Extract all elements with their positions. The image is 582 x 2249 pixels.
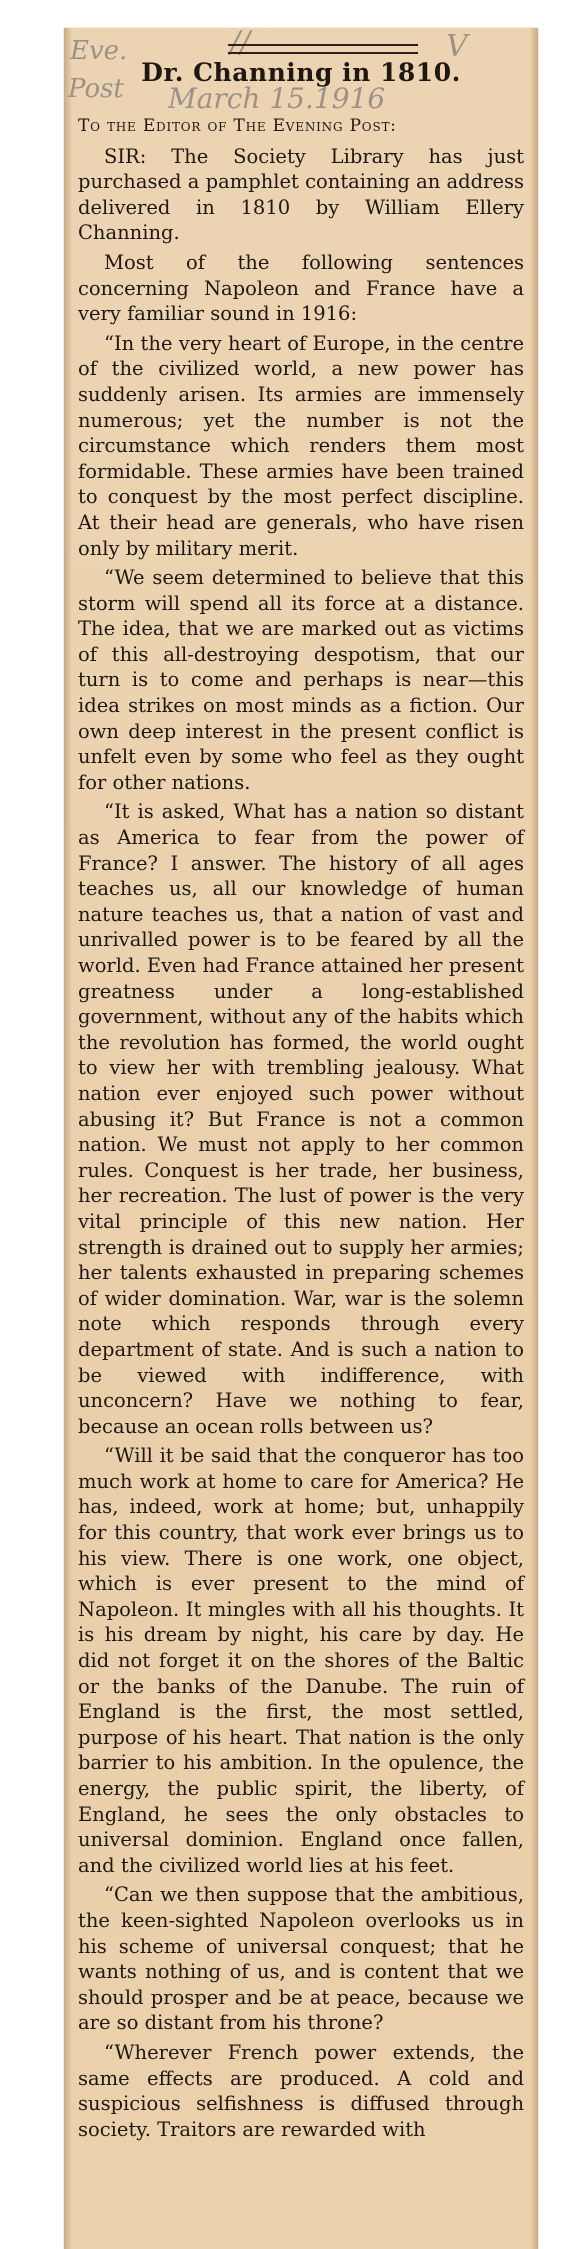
- handwritten-check-mark: V: [446, 29, 468, 64]
- handwritten-date-note: March 15.1916: [168, 82, 386, 115]
- article-dateline: To the Editor of The Evening Post:: [78, 116, 397, 136]
- paper-edge-right: [531, 28, 538, 2249]
- paper-edge-left: [64, 28, 71, 2249]
- handwritten-source-note-2: Post: [68, 74, 124, 104]
- article-paragraph: “In the very heart of Europe, in the centre of the civilized world, a new power has suddenly arisen. Its armies are immensely numerous; yet the number is not the circumstance which renders them most formidable. These armies have been trained to conquest by the most perfect discipline. At their head are generals, who have risen only by military merit.: [78, 331, 524, 560]
- article-paragraph: “It is asked, What has a nation so distant as America to fear from the power of France? I answer. The history of all ages teaches us, all our knowledge of human nature teaches us, that a nation of vast and unrivalled power is to be feared by all the world. Even had France attained her present greatness under a long-established government, without any of the habits which the revolution has formed, the world ought to view her with trembling jealousy. What nation ever enjoyed such power without abusing it? But France is not a common nation. We must not apply to her common rules. Conquest is her trade, her business, her recreation. The lust of power is the very vital principle of this new nation. Her strength is drained out to supply her armies; her talents exhausted in preparing schemes of wider domination. War, war is the solemn note which responds through every department of state. And is such a nation to be viewed with indifference, with unconcern? Have we nothing to fear, because an ocean rolls between us?: [78, 800, 524, 1438]
- article-title: Dr. Channing in 1810.: [141, 58, 461, 87]
- article-body: [78, 114, 524, 2146]
- handwritten-source-note: Eve.: [70, 36, 128, 66]
- article-paragraph: “Will it be said that the conqueror has too much work at home to care for America? He has, indeed, work at home; but, unhappily for this country, that work ever brings us to his view. There is one work, one object, which is ever present to the mind of Napoleon. It mingles with all his thoughts. It is his dream by night, his care by day. He did not forget it on the shores of the Baltic or the banks of the Danube. The ruin of England is the first, the most settled, purpose of his heart. That nation is the only barrier to his ambition. In the opulence, the energy, the public spirit, the liberty, of England, he sees the only obstacles to universal dominion. England once fallen, and the civilized world lies at his feet.: [78, 1444, 524, 1877]
- article-paragraph: Most of the following sentences concerning Napoleon and France have a very familiar sound in 1916:: [78, 250, 524, 326]
- article-paragraph: “Wherever French power extends, the same effects are produced. A cold and suspicious selfishness is diffused through society. Traitors are rewarded with: [78, 2040, 524, 2141]
- article-paragraph: “We seem determined to believe that this storm will spend all its force at a distance. The idea, that we are marked out as victims of this all-destroying despotism, that our turn is to come and perhaps is near—this idea strikes on most minds as a fiction. Our own deep interest in the present conflict is unfelt even by some who feel as they ought for other nations.: [78, 566, 524, 794]
- header-double-rule: [228, 44, 418, 54]
- handwritten-mark-top: //: [230, 25, 251, 60]
- article-paragraph: “Can we then suppose that the ambitious, the keen-sighted Napoleon overlooks us in his scheme of universal conquest; that he wants nothing of us, and is content that we should prosper and be at peace, because we are so distant from his throne?: [78, 1883, 524, 2035]
- article-paragraph: SIR: The Society Library has just purchased a pamphlet containing an address delivered in 1810 by William Ellery Channing.: [78, 144, 524, 245]
- newspaper-clipping: [64, 25, 538, 2249]
